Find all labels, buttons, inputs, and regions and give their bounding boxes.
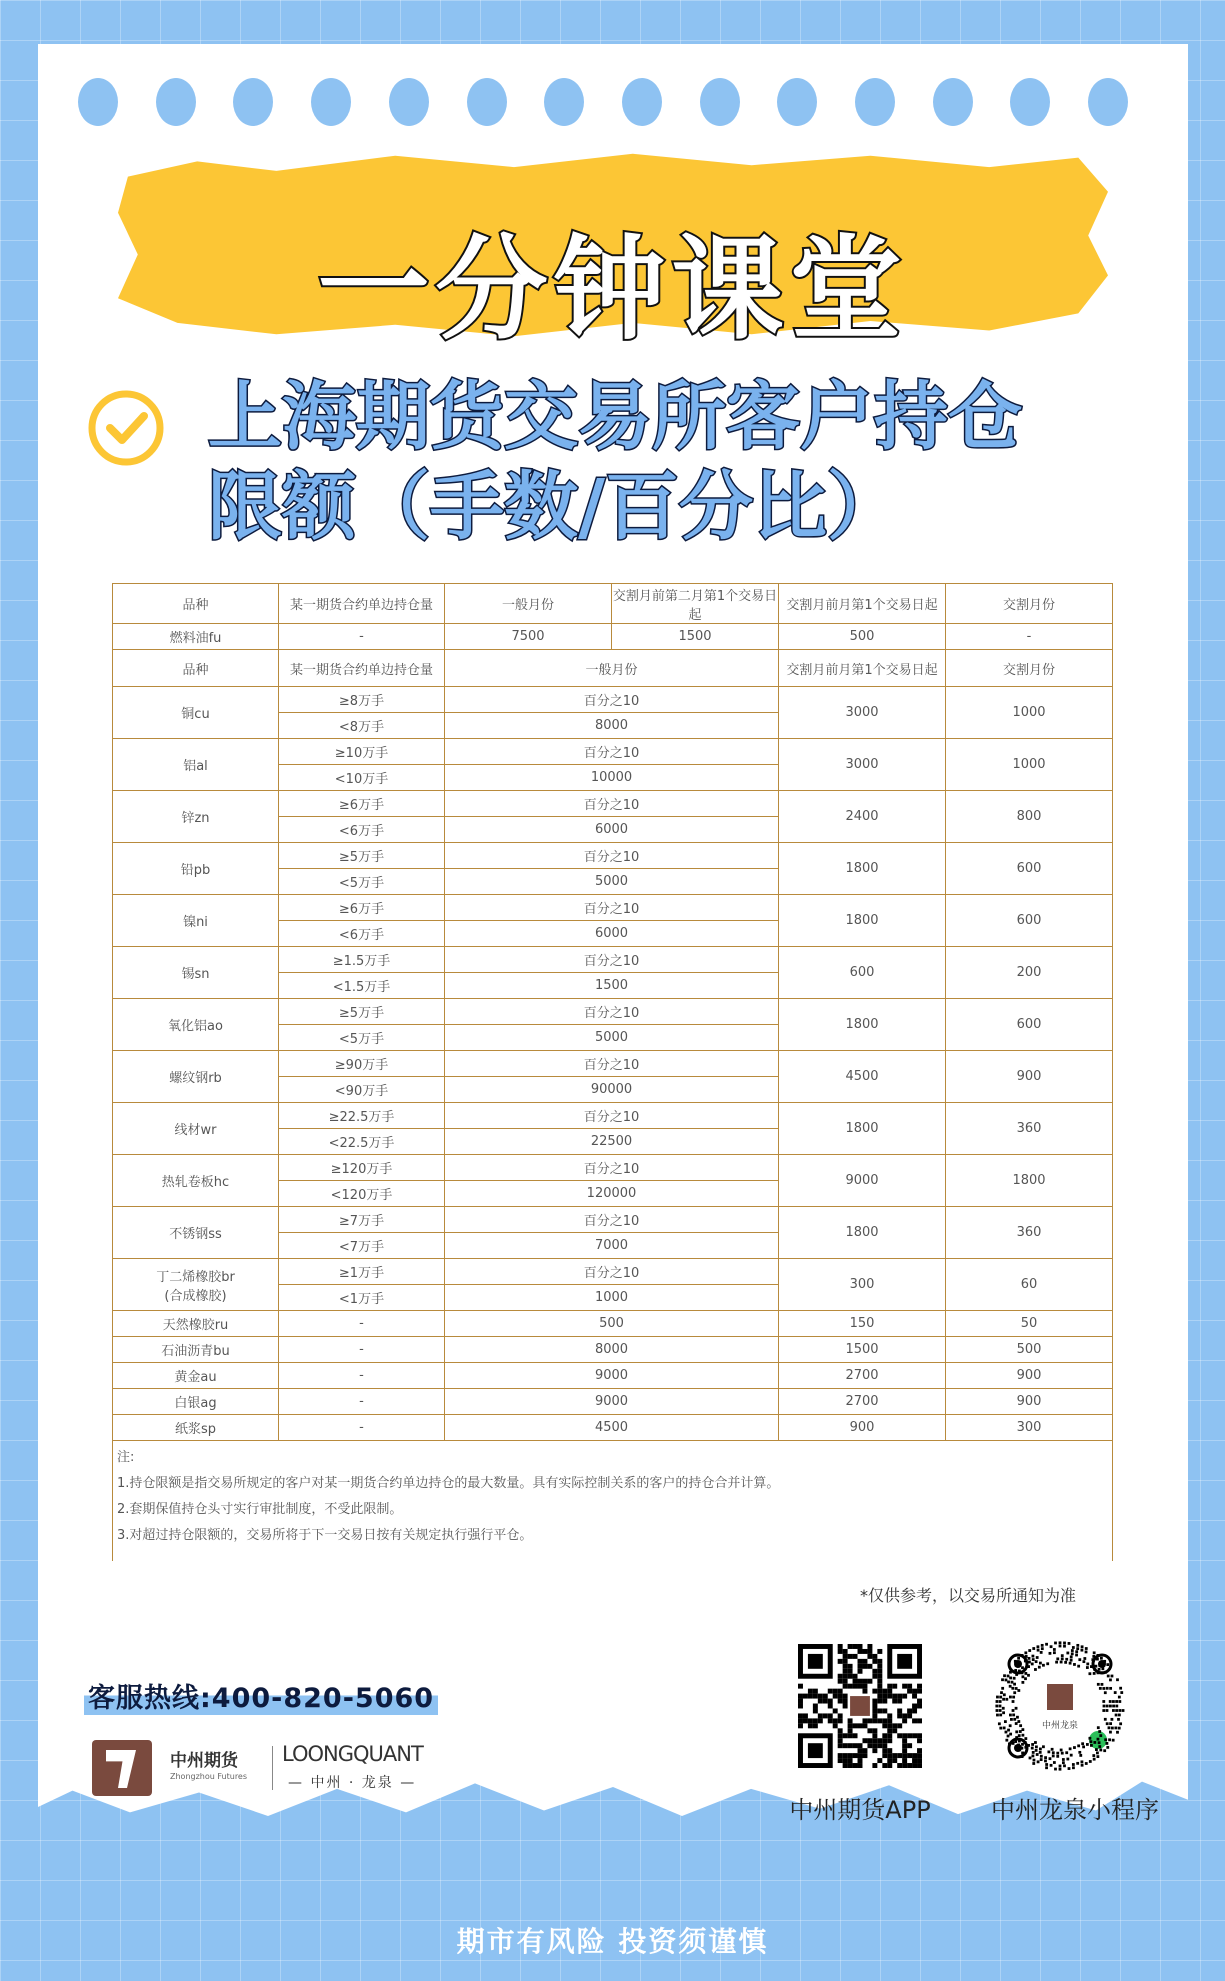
table-cell: <1万手 bbox=[279, 1285, 445, 1311]
commodity-name-line: 丁二烯橡胶br bbox=[156, 1269, 235, 1285]
header-cell: 一般月份 bbox=[445, 584, 612, 624]
table-cell: <22.5万手 bbox=[279, 1129, 445, 1155]
table-cell: 360 bbox=[946, 1207, 1113, 1259]
table-cell: ≥22.5万手 bbox=[279, 1103, 445, 1129]
commodity-name bbox=[113, 843, 279, 895]
table-cell: ≥5万手 bbox=[279, 843, 445, 869]
table-cell: 360 bbox=[946, 1103, 1113, 1155]
table-row bbox=[113, 1337, 1113, 1363]
table-row bbox=[113, 1415, 1113, 1441]
table-cell: - bbox=[279, 1337, 445, 1363]
table-cell: 300 bbox=[946, 1415, 1113, 1441]
table-cell: <7万手 bbox=[279, 1233, 445, 1259]
logo-cn-name: 中州期货 bbox=[170, 1751, 238, 1771]
table-cell: 4500 bbox=[779, 1051, 946, 1103]
table-cell: <6万手 bbox=[279, 921, 445, 947]
app-qr-code[interactable] bbox=[798, 1644, 922, 1768]
commodity-name: 天然橡胶ru bbox=[113, 1311, 279, 1337]
binder-hole bbox=[700, 78, 740, 126]
table-cell: - bbox=[279, 1415, 445, 1441]
logo-en-name: Zhongzhou Futures bbox=[170, 1772, 248, 1781]
mini-program-qr-brand: 中州龙泉 bbox=[1041, 1721, 1079, 1731]
table-cell: 800 bbox=[946, 791, 1113, 843]
table-cell: 600 bbox=[779, 947, 946, 999]
table-cell: 1000 bbox=[445, 1285, 779, 1311]
position-limit-table bbox=[112, 583, 1113, 1561]
table-cell: 6000 bbox=[445, 921, 779, 947]
header-cell: 交割月份 bbox=[946, 650, 1113, 687]
table-row bbox=[113, 584, 1113, 624]
commodity-name bbox=[113, 1051, 279, 1103]
table-cell: <10万手 bbox=[279, 765, 445, 791]
table-cell: 2400 bbox=[779, 791, 946, 843]
table-cell: 120000 bbox=[445, 1181, 779, 1207]
table-cell: 4500 bbox=[445, 1415, 779, 1441]
table-row bbox=[113, 1311, 1113, 1337]
table-cell: 1800 bbox=[779, 1207, 946, 1259]
table-cell: 7500 bbox=[445, 624, 612, 650]
table-cell: 百分之10 bbox=[445, 947, 779, 973]
commodity-name-line: 锡sn bbox=[181, 967, 210, 982]
table-cell: - bbox=[279, 1389, 445, 1415]
table-cell: 百分之10 bbox=[445, 843, 779, 869]
table-cell: 900 bbox=[946, 1389, 1113, 1415]
table-cell: - bbox=[279, 624, 445, 650]
header-cell: 某一期货合约单边持仓量 bbox=[279, 650, 445, 687]
table-cell: 1000 bbox=[946, 739, 1113, 791]
notes-cell bbox=[113, 1441, 1113, 1562]
table-cell: ≥90万手 bbox=[279, 1051, 445, 1077]
table-cell: 1500 bbox=[612, 624, 779, 650]
table-cell: 1500 bbox=[779, 1337, 946, 1363]
table-cell: 百分之10 bbox=[445, 999, 779, 1025]
table-cell: ≥6万手 bbox=[279, 791, 445, 817]
table-cell: <90万手 bbox=[279, 1077, 445, 1103]
commodity-name bbox=[113, 895, 279, 947]
table-row bbox=[113, 843, 1113, 869]
table-cell: 百分之10 bbox=[445, 791, 779, 817]
table-cell: 百分之10 bbox=[445, 895, 779, 921]
header-cell: 一般月份 bbox=[445, 650, 779, 687]
header-cell: 交割月前月第1个交易日起 bbox=[779, 584, 946, 624]
table-cell: 9000 bbox=[779, 1155, 946, 1207]
commodity-name-line: 氧化铝ao bbox=[168, 1019, 223, 1034]
table-row bbox=[113, 1051, 1113, 1077]
table-cell: 900 bbox=[779, 1415, 946, 1441]
table-cell: 600 bbox=[946, 999, 1113, 1051]
binder-hole bbox=[544, 78, 584, 126]
table-cell: 5000 bbox=[445, 869, 779, 895]
zhongzhou-logo-icon bbox=[92, 1740, 152, 1796]
table-cell: <8万手 bbox=[279, 713, 445, 739]
header-cell: 品种 bbox=[113, 650, 279, 687]
binder-hole bbox=[1088, 78, 1128, 126]
note-line: 2.套期保值持仓头寸实行审批制度，不受此限制。 bbox=[117, 1502, 403, 1517]
binder-hole bbox=[311, 78, 351, 126]
table-cell: 百分之10 bbox=[445, 1207, 779, 1233]
table-row bbox=[113, 1441, 1113, 1562]
table-cell: ≥1.5万手 bbox=[279, 947, 445, 973]
commodity-name bbox=[113, 947, 279, 999]
table-cell: 9000 bbox=[445, 1363, 779, 1389]
table-cell: ≥1万手 bbox=[279, 1259, 445, 1285]
commodity-name-line: 不锈钢ss bbox=[169, 1227, 222, 1242]
binder-hole bbox=[156, 78, 196, 126]
table-cell: 1800 bbox=[779, 843, 946, 895]
note-line: 3.对超过持仓限额的，交易所将于下一交易日按有关规定执行强行平仓。 bbox=[117, 1528, 533, 1543]
binder-hole bbox=[933, 78, 973, 126]
commodity-name-line: 铅pb bbox=[180, 863, 211, 878]
table-row bbox=[113, 624, 1113, 650]
commodity-name bbox=[113, 1207, 279, 1259]
table-cell: 百分之10 bbox=[445, 1051, 779, 1077]
table-cell: 百分之10 bbox=[445, 687, 779, 713]
header-cell: 交割月份 bbox=[946, 584, 1113, 624]
commodity-name-line: 铜cu bbox=[181, 707, 210, 722]
table-row bbox=[113, 1259, 1113, 1285]
table-cell: <1.5万手 bbox=[279, 973, 445, 999]
table-cell: 百分之10 bbox=[445, 1103, 779, 1129]
table-cell: ≥7万手 bbox=[279, 1207, 445, 1233]
table-cell: ≥8万手 bbox=[279, 687, 445, 713]
table-cell: <120万手 bbox=[279, 1181, 445, 1207]
commodity-name-line: 热轧卷板hc bbox=[161, 1175, 230, 1190]
table-cell: 百分之10 bbox=[445, 1259, 779, 1285]
table-cell: 200 bbox=[946, 947, 1113, 999]
header-cell: 品种 bbox=[113, 584, 279, 624]
table-cell: ≥120万手 bbox=[279, 1155, 445, 1181]
table-cell: 50 bbox=[946, 1311, 1113, 1337]
notes-heading: 注: bbox=[117, 1450, 135, 1465]
table-cell: - bbox=[279, 1363, 445, 1389]
commodity-name: 石油沥青bu bbox=[113, 1337, 279, 1363]
header-cell: 交割月前月第1个交易日起 bbox=[779, 650, 946, 687]
table-cell: <5万手 bbox=[279, 1025, 445, 1051]
table-cell: 900 bbox=[946, 1051, 1113, 1103]
table-row bbox=[113, 999, 1113, 1025]
table-cell: 1500 bbox=[445, 973, 779, 999]
table-row bbox=[113, 1389, 1113, 1415]
table-cell: ≥5万手 bbox=[279, 999, 445, 1025]
table-cell: 燃料油fu bbox=[113, 624, 279, 650]
commodity-name bbox=[113, 739, 279, 791]
table-row bbox=[113, 1363, 1113, 1389]
table-row bbox=[113, 650, 1113, 687]
table-cell: 600 bbox=[946, 843, 1113, 895]
commodity-name bbox=[113, 791, 279, 843]
commodity-name bbox=[113, 1259, 279, 1311]
table-cell: 300 bbox=[779, 1259, 946, 1311]
binder-hole bbox=[389, 78, 429, 126]
table-cell: 10000 bbox=[445, 765, 779, 791]
subtitle-line-2: 限额（手数/百分比） bbox=[208, 464, 902, 550]
logo-brand: LOONGQUANT bbox=[282, 1742, 423, 1766]
table-cell: 3000 bbox=[779, 687, 946, 739]
table-cell: 900 bbox=[946, 1363, 1113, 1389]
table-cell: <6万手 bbox=[279, 817, 445, 843]
table-cell: 9000 bbox=[445, 1389, 779, 1415]
commodity-name-line: 螺纹钢rb bbox=[169, 1071, 222, 1086]
check-circle-icon bbox=[86, 388, 166, 468]
table-row bbox=[113, 739, 1113, 765]
table-cell: 2700 bbox=[779, 1363, 946, 1389]
table-cell: 600 bbox=[946, 895, 1113, 947]
table-cell: 90000 bbox=[445, 1077, 779, 1103]
table-cell: 500 bbox=[779, 624, 946, 650]
table-row bbox=[113, 1207, 1113, 1233]
table-cell: 百分之10 bbox=[445, 739, 779, 765]
table-cell: 5000 bbox=[445, 1025, 779, 1051]
table-cell: 500 bbox=[946, 1337, 1113, 1363]
table-cell: 3000 bbox=[779, 739, 946, 791]
table-cell: 1800 bbox=[946, 1155, 1113, 1207]
table-cell: 百分之10 bbox=[445, 1155, 779, 1181]
commodity-name: 黄金au bbox=[113, 1363, 279, 1389]
table-cell: ≥6万手 bbox=[279, 895, 445, 921]
commodity-name bbox=[113, 1155, 279, 1207]
note-line: 1.持仓限额是指交易所规定的客户对某一期货合约单边持仓的最大数量。具有实际控制关系的客户的持仓合并计算。 bbox=[117, 1476, 780, 1491]
commodity-name bbox=[113, 687, 279, 739]
risk-warning-footer: 期市有风险 投资须谨慎 bbox=[456, 1925, 769, 1958]
header-cell: 交割月前第二月第1个交易日起 bbox=[612, 584, 779, 624]
table-cell: <5万手 bbox=[279, 869, 445, 895]
commodity-name-line: 镍ni bbox=[183, 915, 208, 930]
disclaimer-text: *仅供参考，以交易所通知为准 bbox=[860, 1586, 1077, 1605]
mini-program-qr-code[interactable] bbox=[994, 1640, 1126, 1772]
binder-hole bbox=[855, 78, 895, 126]
page-subtitle bbox=[208, 372, 1138, 552]
subtitle-line-1: 上海期货交易所客户持仓 bbox=[208, 374, 1022, 460]
hotline-text: 客服热线:400-820-5060 bbox=[84, 1676, 438, 1715]
commodity-name-line: 线材wr bbox=[174, 1123, 217, 1138]
table-cell: 1800 bbox=[779, 895, 946, 947]
commodity-name-line: (合成橡胶) bbox=[164, 1288, 227, 1304]
company-logo bbox=[92, 1740, 432, 1800]
commodity-name bbox=[113, 999, 279, 1051]
table-row bbox=[113, 1155, 1113, 1181]
logo-divider bbox=[272, 1746, 273, 1790]
table-row bbox=[113, 687, 1113, 713]
table-cell: - bbox=[279, 1311, 445, 1337]
table-cell: 60 bbox=[946, 1259, 1113, 1311]
table-row bbox=[113, 791, 1113, 817]
table-cell: 2700 bbox=[779, 1389, 946, 1415]
commodity-name-line: 铝al bbox=[183, 759, 208, 774]
commodity-name: 白银ag bbox=[113, 1389, 279, 1415]
table-row bbox=[113, 947, 1113, 973]
commodity-name: 纸浆sp bbox=[113, 1415, 279, 1441]
table-cell: 1800 bbox=[779, 1103, 946, 1155]
table-row bbox=[113, 895, 1113, 921]
table-cell: - bbox=[946, 624, 1113, 650]
table-cell: 500 bbox=[445, 1311, 779, 1337]
table-cell: 8000 bbox=[445, 713, 779, 739]
table-cell: 8000 bbox=[445, 1337, 779, 1363]
table-cell: 1000 bbox=[946, 687, 1113, 739]
header-cell: 某一期货合约单边持仓量 bbox=[279, 584, 445, 624]
logo-brand-sub: — 中州 · 龙泉 — bbox=[288, 1775, 417, 1791]
binder-hole bbox=[467, 78, 507, 126]
table-cell: 7000 bbox=[445, 1233, 779, 1259]
banner-title: 一分钟课堂 bbox=[317, 225, 908, 355]
table-row bbox=[113, 1103, 1113, 1129]
table-cell: 22500 bbox=[445, 1129, 779, 1155]
commodity-name-line: 锌zn bbox=[181, 811, 210, 826]
binder-hole bbox=[78, 78, 118, 126]
table-cell: 150 bbox=[779, 1311, 946, 1337]
table-cell: ≥10万手 bbox=[279, 739, 445, 765]
commodity-name bbox=[113, 1103, 279, 1155]
binder-hole bbox=[622, 78, 662, 126]
app-qr-label: 中州期货APP bbox=[789, 1796, 931, 1824]
table-cell: 1800 bbox=[779, 999, 946, 1051]
table-cell: 6000 bbox=[445, 817, 779, 843]
mini-program-qr-label: 中州龙泉小程序 bbox=[991, 1796, 1159, 1824]
